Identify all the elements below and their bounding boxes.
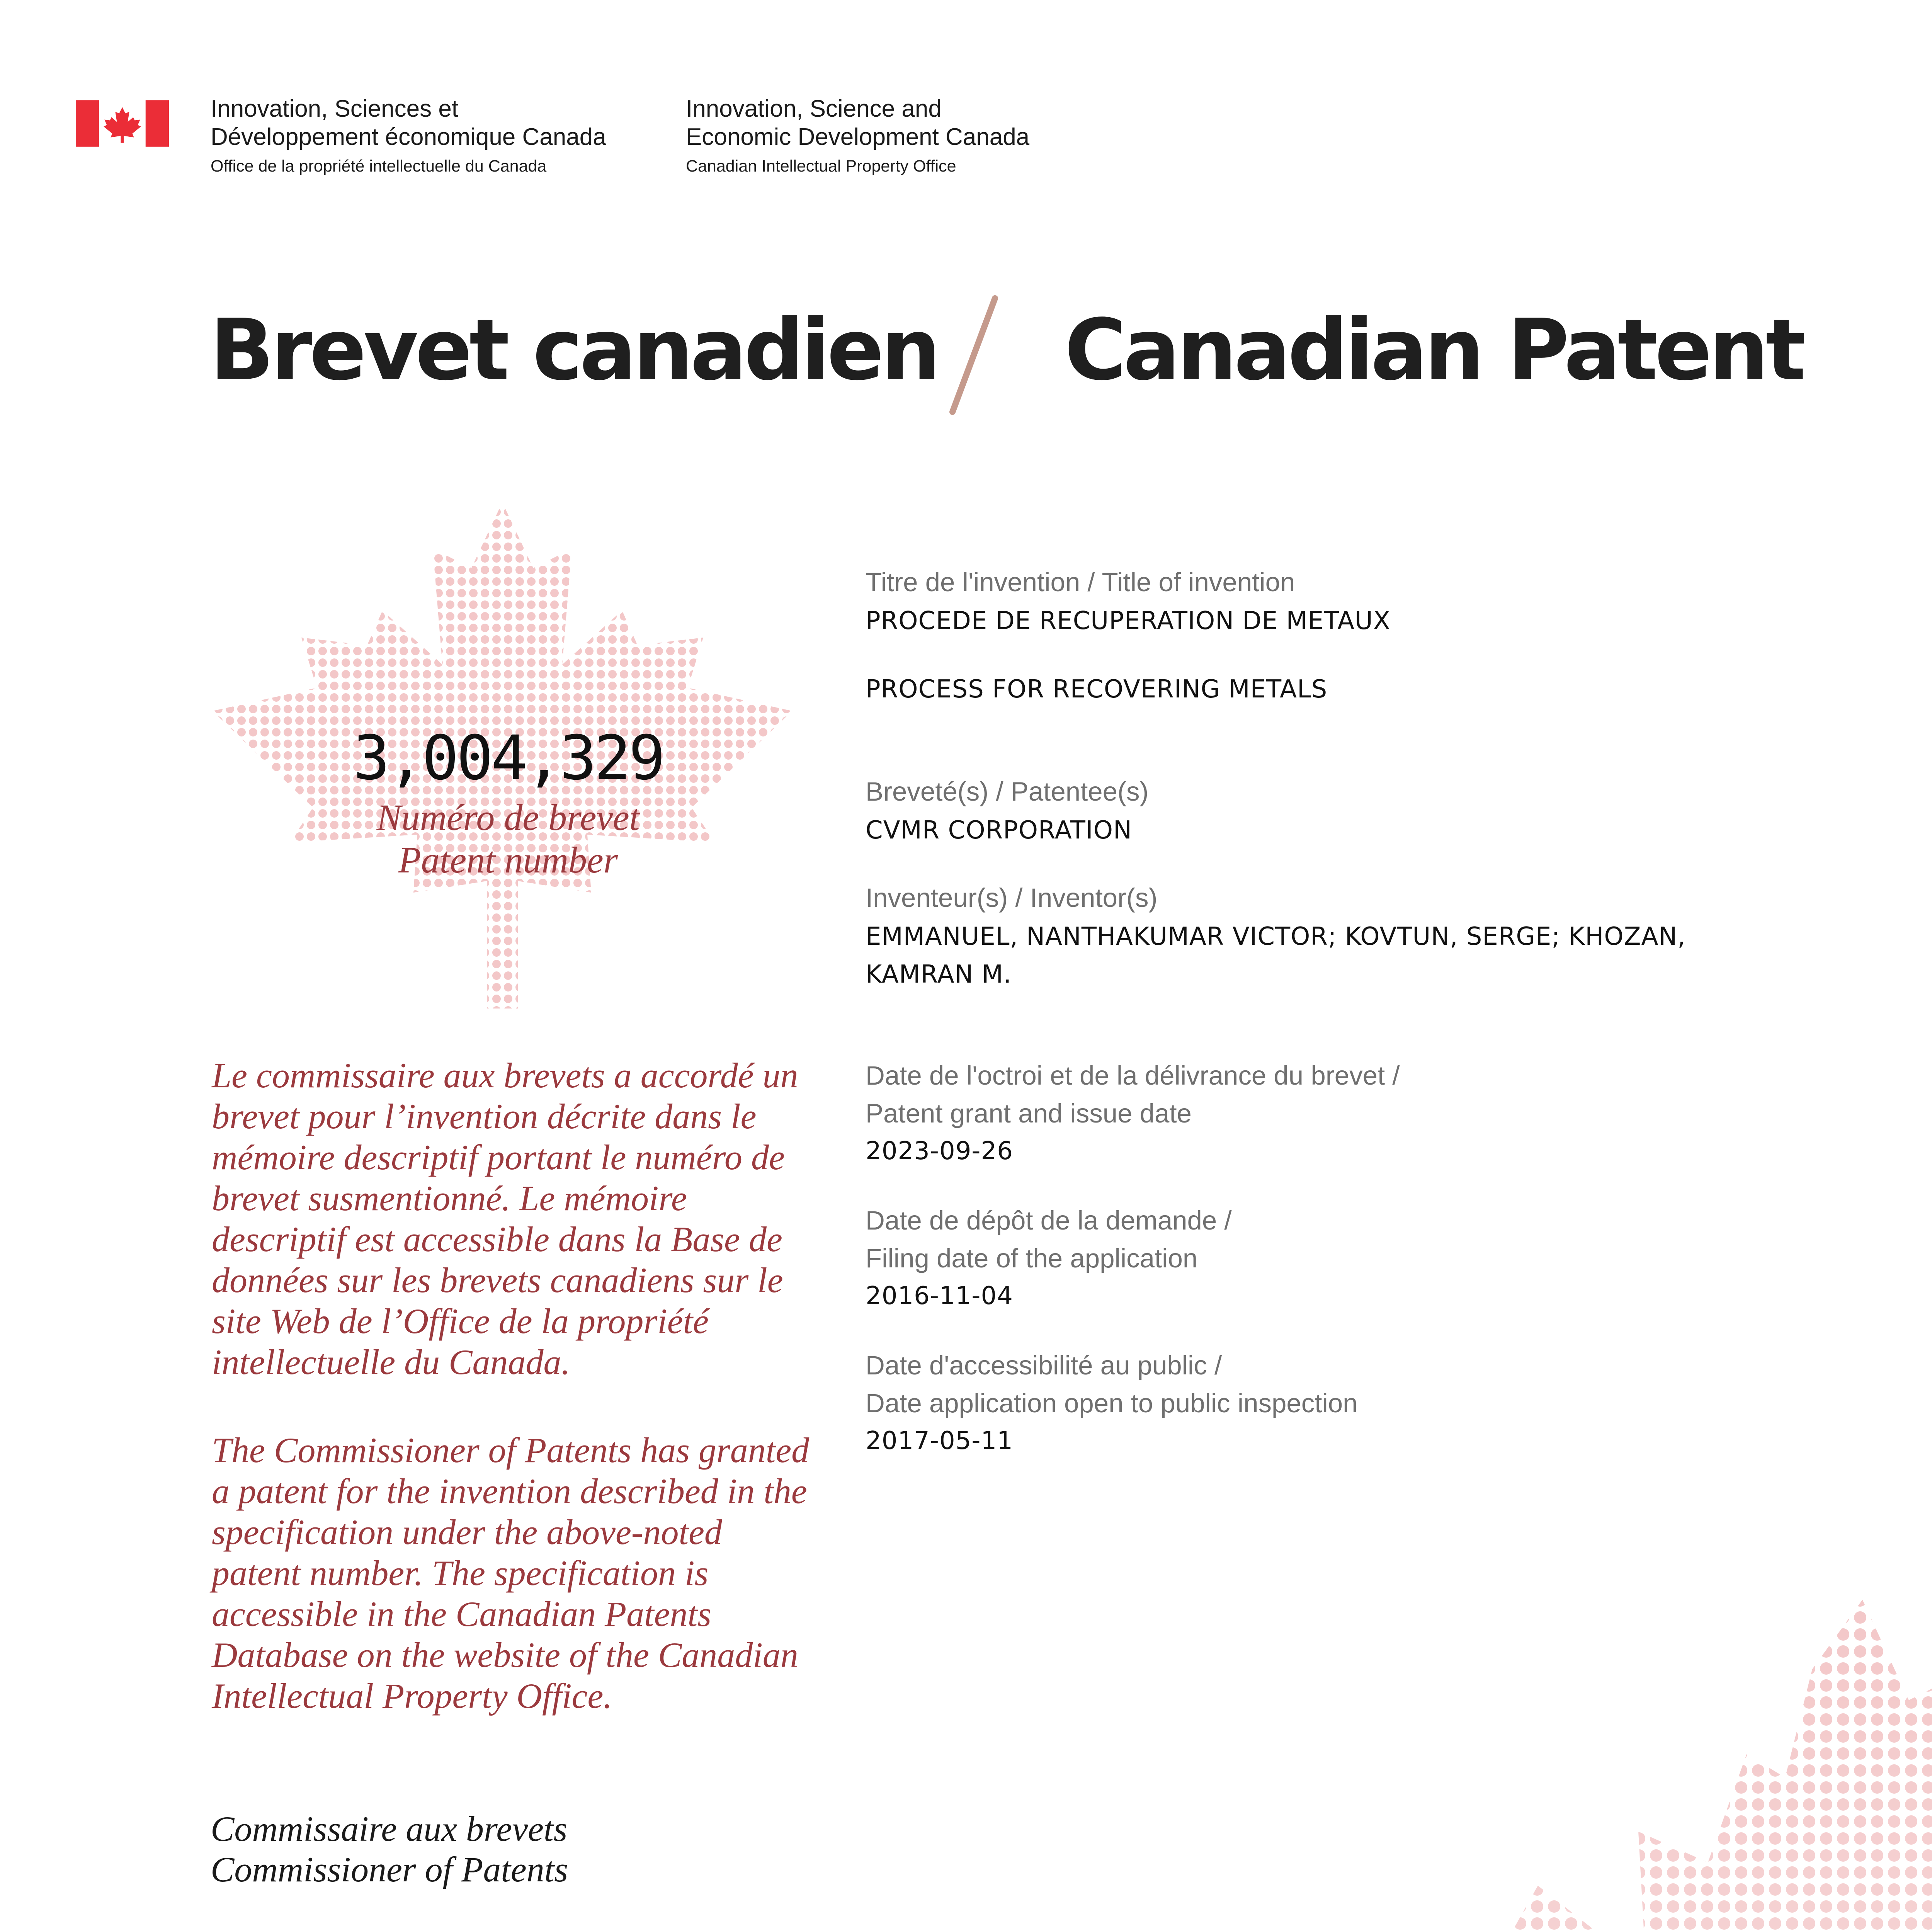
patentee-label: Breveté(s) / Patentee(s) [866,777,1149,806]
dept-fr-line3: Office de la propriété intellectuelle du Canada [211,157,547,176]
title-of-invention-label: Titre de l'invention / Title of invention [866,567,1295,597]
public-inspection-date-value: 2017-05-11 [866,1427,1013,1455]
commissioner-title-fr: Commissaire aux brevets [211,1809,568,1849]
grant-date-value: 2023-09-26 [866,1137,1013,1165]
grant-date-label-en: Patent grant and issue date [866,1099,1192,1128]
patent-number-label-en: Patent number [398,839,618,881]
dept-fr-line2: Développement économique Canada [211,124,606,151]
patent-number-label-fr: Numéro de brevet [376,797,640,838]
department-name-en [686,95,1029,176]
commissioner-title-en: Commissioner of Patents [211,1850,568,1889]
canada-flag-icon [76,100,169,147]
page-title-fr: Brevet canadien [210,301,938,399]
public-inspection-date-label-fr: Date d'accessibilité au public / [866,1350,1222,1380]
dept-en-line3: Canadian Intellectual Property Office [686,157,956,176]
title-of-invention-en: PROCESS FOR RECOVERING METALS [866,675,1328,704]
inventor-label: Inventeur(s) / Inventor(s) [866,883,1158,913]
grant-date-label-fr: Date de l'octroi et de la délivrance du brevet / [866,1061,1400,1090]
public-inspection-date-label-en: Date application open to public inspection [866,1388,1358,1418]
maple-leaf-watermark-large [1376,1592,1932,1932]
grant-statement-en: The Commissioner of Patents has granted a patent for the invention described in the specification under the above-noted patent number. The specification is accessible in the Canadian Patents Database on the website of the Canadian Intellectual Property Office. [212,1430,810,1716]
filing-date-value: 2016-11-04 [866,1282,1013,1310]
grant-statement-fr: Le commissaire aux brevets a accordé un brevet pour l’invention décrite dans le mémoire descriptif portant le numéro de brevet susmentionné. Le mémoire descriptif est accessible dans la Base de données sur les brevets canadiens sur le site Web de l’Office de la propriété intellectuelle du Canada. [212,1056,798,1382]
dept-en-line1: Innovation, Science and [686,95,942,122]
filing-date-label-fr: Date de dépôt de la demande / [866,1206,1232,1235]
dept-en-line2: Economic Development Canada [686,124,1030,151]
page-title-en: Canadian Patent [1065,301,1803,399]
title-separator-slash [945,294,1003,417]
inventor-value: EMMANUEL, NANTHAKUMAR VICTOR; KOVTUN, SERGE; KHOZAN, KAMRAN M. [866,922,1686,989]
patent-number: 3,004,329 [353,723,663,794]
filing-date-label-en: Filing date of the application [866,1243,1198,1273]
dept-fr-line1: Innovation, Sciences et [211,95,459,122]
patentee-value: CVMR CORPORATION [866,816,1132,845]
department-name-fr [211,95,606,176]
title-of-invention-fr: PROCEDE DE RECUPERATION DE METAUX [866,607,1391,635]
